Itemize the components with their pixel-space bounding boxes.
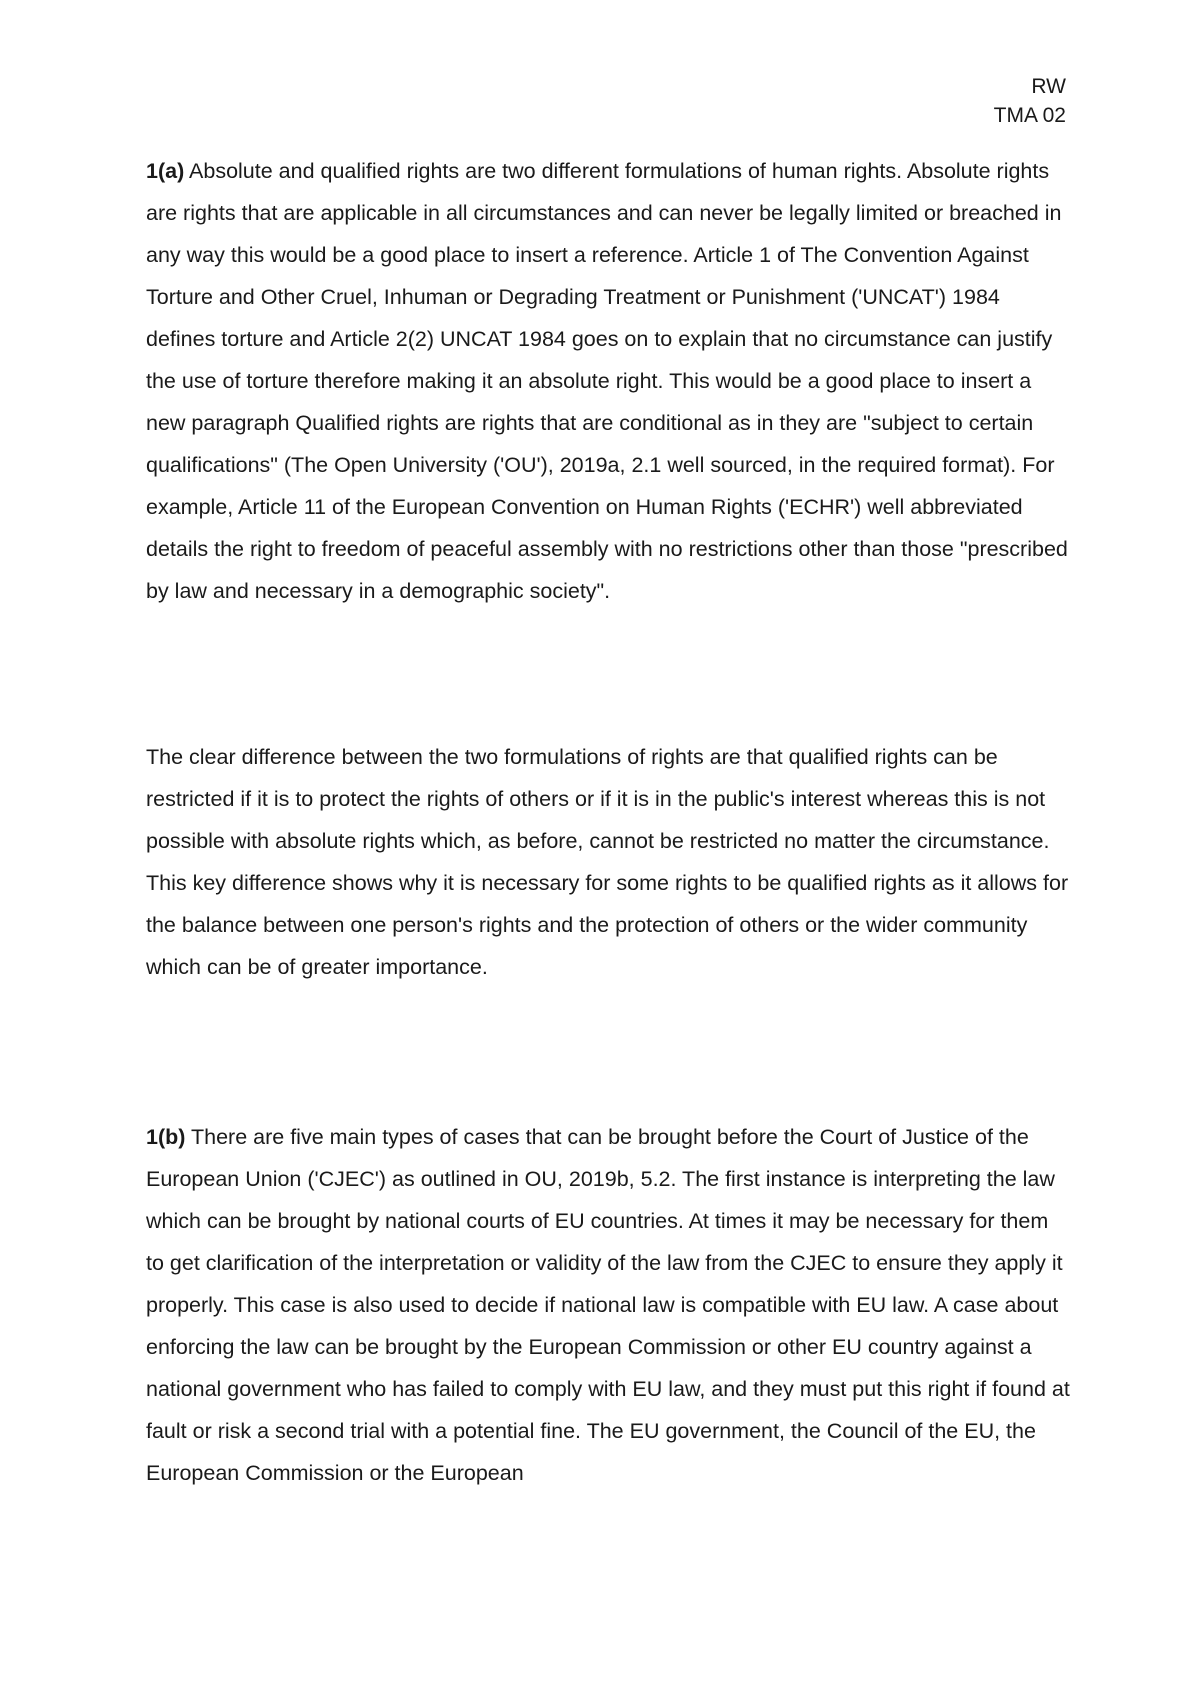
section-1a-paragraph	[146, 150, 1071, 612]
section-1b-text: There are five main types of cases that can be brought before the Court of Justice of the European Union ('CJEC') as outlined in OU, 2019b, 5.2. The first instance is interpreting the law which can be brought by national courts of EU countries. At times it may be necessary for them to get clarification of the interpretation or validity of the law from the CJEC to ensure they apply it properly. This case is also used to decide if national law is compatible with EU law. A case about enforcing the law can be brought by the European Commission or other EU country against a national government who has failed to comply with EU law, and they must put this right if found at fault or risk a second trial with a potential fine. The EU government, the Council of the EU, the European Commission or the European	[146, 1125, 1070, 1485]
section-1b-label: 1(b)	[146, 1125, 186, 1149]
section-1a-text: Absolute and qualified rights are two different formulations of human rights. Absolute rights are rights that are applicable in all circumstances and can never be legally limited or breached in any way this would be a good place to insert a reference. Article 1 of The Convention Against Torture and Other Cruel, Inhuman or Degrading Treatment or Punishment ('UNCAT') 1984 defines torture and Article 2(2) UNCAT 1984 goes on to explain that no circumstance can justify the use of torture therefore making it an absolute right. This would be a good place to insert a new paragraph Qualified rights are rights that are conditional as in they are "subject to certain qualifications" (The Open University ('OU'), 2019a, 2.1 well sourced, in the required format). For example, Article 11 of the European Convention on Human Rights ('ECHR') well abbreviated details the right to freedom of peaceful assembly with no restrictions other than those "prescribed by law and necessary in a demographic society".	[146, 159, 1068, 603]
page-header	[994, 72, 1066, 130]
author-initials: RW	[1031, 75, 1066, 98]
assignment-label: TMA 02	[993, 104, 1066, 127]
section-1a-paragraph-2: The clear difference between the two formulations of rights are that qualified rights can be restricted if it is to protect the rights of others or if it is in the public's interest whereas this is not possible with absolute rights which, as before, cannot be restricted no matter the circumstance. This key difference shows why it is necessary for some rights to be qualified rights as it allows for the balance between one person's rights and the protection of others or the wider community which can be of greater importance.	[146, 745, 1069, 979]
section-1b-paragraph	[146, 1116, 1071, 1494]
section-1a-label: 1(a)	[146, 159, 185, 183]
